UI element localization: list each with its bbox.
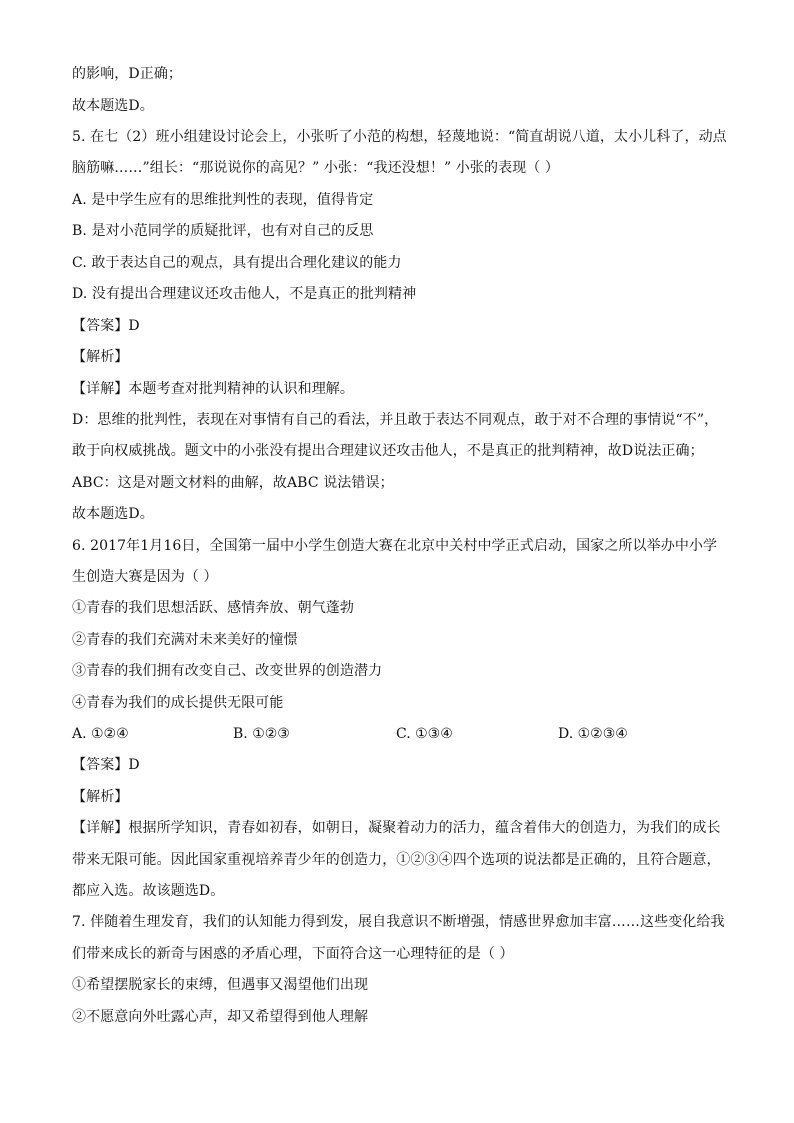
question-7-stem: 7. 伴随着生理发育，我们的认知能力得到发，展自我意识不断增强，情感世界愈加丰富……这些变化给我 [72, 914, 725, 930]
question-6-option-d: D. ①②③④ [558, 726, 628, 742]
explanation-line: 带来无限可能。因此国家重视培养青少年的创造力，①②③④四个选项的说法都是正确的，且符合题意， [72, 852, 721, 868]
explanation-line: 都应入选。故该题选D。 [72, 883, 225, 899]
analysis-label: 【解析】 [72, 789, 129, 805]
question-6-stem-cont: 生创造大赛是因为（ ） [72, 569, 218, 585]
answer-label: 【答案】D [72, 318, 140, 334]
question-6-option-c: C. ①③④ [396, 726, 453, 742]
explanation-line: ABC：这是对题文材料的曲解，故ABC 说法错误； [72, 475, 394, 491]
question-6-option-b: B. ①②③ [233, 726, 290, 742]
question-5-option-c: C. 敢于表达自己的观点，具有提出合理化建议的能力 [72, 255, 402, 271]
text-line: 的影响，D正确； [72, 66, 183, 82]
question-7-stem-cont: 们带来成长的新奇与困惑的矛盾心理，下面符合这一心理特征的是（ ） [72, 946, 514, 962]
text-line: 故本题选D。 [72, 506, 154, 522]
explanation-line: 敢于向权威挑战。题文中的小张没有提出合理建议还攻击他人，不是真正的批判精神，故D说法正确； [72, 443, 704, 459]
question-5-stem-cont: 脑筋嘛……”组长：“那说说你的高见？” 小张：“我还没想！” 小张的表现（ ） [72, 160, 560, 176]
question-6-item-1: ①青春的我们思想活跃、感情奔放、朝气蓬勃 [72, 600, 354, 616]
answer-label: 【答案】D [72, 757, 140, 773]
analysis-label: 【解析】 [72, 349, 129, 365]
question-5-option-a: A. 是中学生应有的思维批判性的表现，值得肯定 [72, 192, 374, 208]
question-7-item-1: ①希望摆脱家长的束缚，但遇事又渴望他们出现 [72, 977, 369, 993]
question-5-option-d: D. 没有提出合理建议还攻击他人，不是真正的批判精神 [72, 286, 417, 302]
explanation-line: 【详解】根据所学知识，青春如初春，如朝日，凝聚着动力的活力，蕴含着伟大的创造力，为我们的成长 [72, 820, 721, 836]
question-5-option-b: B. 是对小范同学的质疑批评，也有对自己的反思 [72, 223, 374, 239]
question-6-item-2: ②青春的我们充满对未来美好的憧憬 [72, 632, 298, 648]
question-7-item-2: ②不愿意向外吐露心声，却又希望得到他人理解 [72, 1009, 369, 1025]
text-line: 故本题选D。 [72, 98, 154, 114]
explanation-line: D：思维的批判性，表现在对事情有自己的看法，并且敢于表达不同观点，敢于对不合理的事情说“不”， [72, 412, 719, 428]
question-6-item-3: ③青春的我们拥有改变自己、改变世界的创造潜力 [72, 663, 383, 679]
question-5-stem: 5. 在七（2）班小组建设讨论会上，小张听了小范的构想，轻蔑地说：“简直胡说八道，太小儿科了，动点 [72, 129, 727, 145]
question-6-option-a: A. ①②④ [72, 726, 129, 742]
question-6-item-4: ④青春为我们的成长提供无限可能 [72, 695, 284, 711]
question-6-stem: 6. 2017年1月16日，全国第一届中小学生创造大赛在北京中关村中学正式启动，国家之所以举办中小学 [72, 538, 718, 554]
explanation-line: 【详解】本题考查对批判精神的认识和理解。 [72, 381, 354, 397]
